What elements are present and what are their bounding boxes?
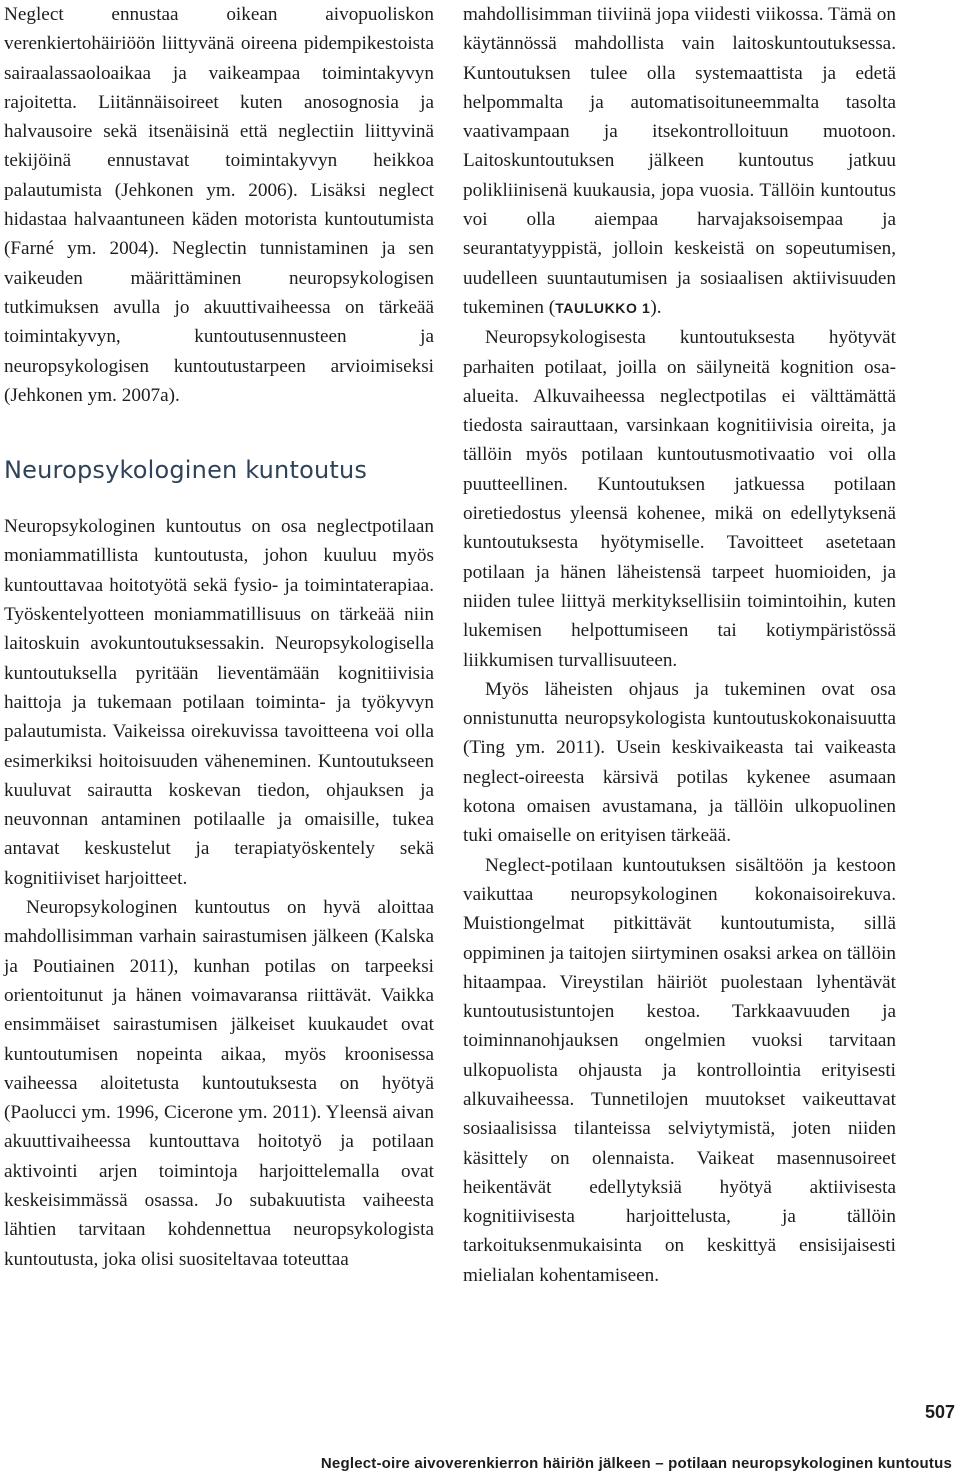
section-heading: Neuropsykologinen kuntoutus bbox=[4, 456, 368, 485]
paragraph: Neuropsykologinen kuntoutus on hyvä aloittaa mahdollisimman varhain sairastumisen jälkeen (Kalska ja Poutiainen 2011), kunhan potilas on tarpeeksi orientoitunut ja hänen voimavaransa riittävät. Vaikka ensimmäiset sairastumisen jälkeiset kuukaudet ovat kuntoutumisen nopeinta aikaa, myös kroonisessa vaiheessa aloitetusta kuntoutuksesta on hyötyä (Paolucci ym. 1996, Cicerone ym. 2011). Yleensä aivan akuuttivaiheessa kuntouttava hoitotyö ja potilaan aktivointi arjen toimintoja harjoittelemalla ovat keskeisimmässä osassa. Jo subakuutista vaiheesta lähtien tarvitaan kohdennettua neuropsykologista kuntoutusta, joka olisi suositeltavaa toteuttaa bbox=[4, 897, 434, 1270]
paragraph-text: ). bbox=[650, 296, 662, 318]
paragraph: Neglect ennustaa oikean aivopuoliskon verenkiertohäiriöön liittyvänä oireena pidempikestoista sairaalassaoloaikaa ja vaikeampaa toimintakyvyn rajoitetta. Liitännäisoireet kuten anosognosia ja halvausoire sekä itsenäisinä että neglectiin liittyvinä tekijöinä ennustavat toimintakyvyn heikkoa palautumista (Jehkonen ym. 2006). Lisäksi neglect hidastaa halvaantuneen käden motorista kuntoutumista (Farné ym. 2004). Neglectin tunnistaminen ja sen vaikeuden määrittäminen neuropsykologisen tutkimuksen avulla jo akuuttivaiheessa on tärkeää toimintakyvyn, kuntoutusennusteen ja neuropsykologisen kuntoutustarpeen arvioimiseksi (Jehkonen ym. 2007a). bbox=[4, 4, 434, 406]
running-footer: Neglect-oire aivoverenkierron häiriön jälkeen – potilaan neuropsykologinen kuntoutus bbox=[320, 1455, 952, 1472]
left-column bbox=[4, 0, 434, 1274]
paragraph: Neglect-potilaan kuntoutuksen sisältöön ja kestoon vaikuttaa neuropsykologinen kokonaisoirekuva. Muistiongelmat pitkittävät kuntoutumista, sillä oppiminen ja taitojen siirtyminen osaksi arkea on tällöin hitaampaa. Vireystilan häiriöt puolestaan lyhentävät kuntoutusistuntojen kestoa. Tarkkaavuuden ja toiminnanohjauksen ongelmien vuoksi tarvitaan ulkopuolista ohjausta ja kontrollointia erityisesti alkuvaiheessa. Tunnetilojen muutokset vaikeuttavat sosiaalisissa tilanteissa selviytymistä, joten niiden käsittely on olennaista. Vaikeat masennusoireet heikentävät edellytyksiä hyötyä aktiivisesta kognitiivisesta harjoittelusta, ja tällöin tarkoituksenmukaisinta on keskittyä ensisijaisesti mielialan kohentamiseen. bbox=[463, 854, 896, 1286]
paragraph-text: mahdollisimman tiiviinä jopa viidesti viikossa. Tämä on käytännössä mahdollista vain laitoskuntoutuksessa. Kuntoutuksen tulee olla systemaattista ja edetä helpommalta ja automatisoituneemmalta tasolta vaativampaan ja itsekontrolloituun muotoon. Laitoskuntoutuksen jälkeen kuntoutus jatkuu polikliinisenä kuukausia, jopa vuosia. Tällöin kuntoutus voi olla aiempaa harvajaksoisempaa ja seurantatyyppistä, jolloin keskeistä on sopeutumisen, uudelleen suuntautumisen ja sosiaalisen aktiivisuuden tukeminen ( bbox=[463, 4, 896, 318]
right-column bbox=[463, 0, 896, 1290]
table-reference: TAULUKKO 1 bbox=[555, 299, 651, 316]
paragraph: Neuropsykologisesta kuntoutuksesta hyötyvät parhaiten potilaat, joilla on säilyneitä kognition osa-alueita. Alkuvaiheessa neglectpotilas ei välttämättä tiedosta sairauttaan, varsinkaan kognitiivisia oireita, ja tällöin myös potilaan kuntoutusmotivaatio voi olla puutteellinen. Kuntoutuksen jatkuessa potilaan oiretiedostus yleensä kohenee, mikä on edellytyksenä kuntoutuksesta hyötymiselle. Tavoitteet asetetaan potilaan ja hänen läheistensä tarpeet huomioiden, ja niiden tulee liittyä merkityksellisiin toimintoihin, kuten lukemisen helpottumiseen tai kotiympäristössä liikkumisen turvallisuuteen. bbox=[463, 327, 896, 671]
page-number: 507 bbox=[925, 1402, 956, 1422]
paragraph bbox=[463, 0, 896, 323]
paragraph: Myös läheisten ohjaus ja tukeminen ovat osa onnistunutta neuropsykologista kuntoutuskokonaisuutta (Ting ym. 2011). Usein keskivaikeasta tai vaikeasta neglect-oireesta kärsivä potilas kykenee asumaan kotona omaisen avustamana, ja tällöin ulkopuolinen tuki omaiselle on erityisen tärkeää. bbox=[463, 678, 896, 847]
paragraph: Neuropsykologinen kuntoutus on osa neglectpotilaan moniammatillista kuntoutusta, johon kuuluu myös kuntouttavaa hoitotyötä sekä fysio- ja toimintaterapiaa. Työskentelyotteen moniammatillisuus on tärkeää niin laitoskuin avokuntoutuksessakin. Neuropsykologisella kuntoutuksella pyritään lieventämään kognitiivisia haittoja ja tukemaan potilaan toiminta- ja työkyvyn palautumista. Vaikeissa oirekuvissa tavoitteena voi olla esimerkiksi hoitoisuuden väheneminen. Kuntoutukseen kuuluvat sairautta koskevan tiedon, ohjauksen ja neuvonnan antaminen potilaalle ja omaisille, tukea antavat keskustelut ja terapiatyöskentely sekä kognitiiviset harjoitteet. bbox=[4, 516, 434, 889]
